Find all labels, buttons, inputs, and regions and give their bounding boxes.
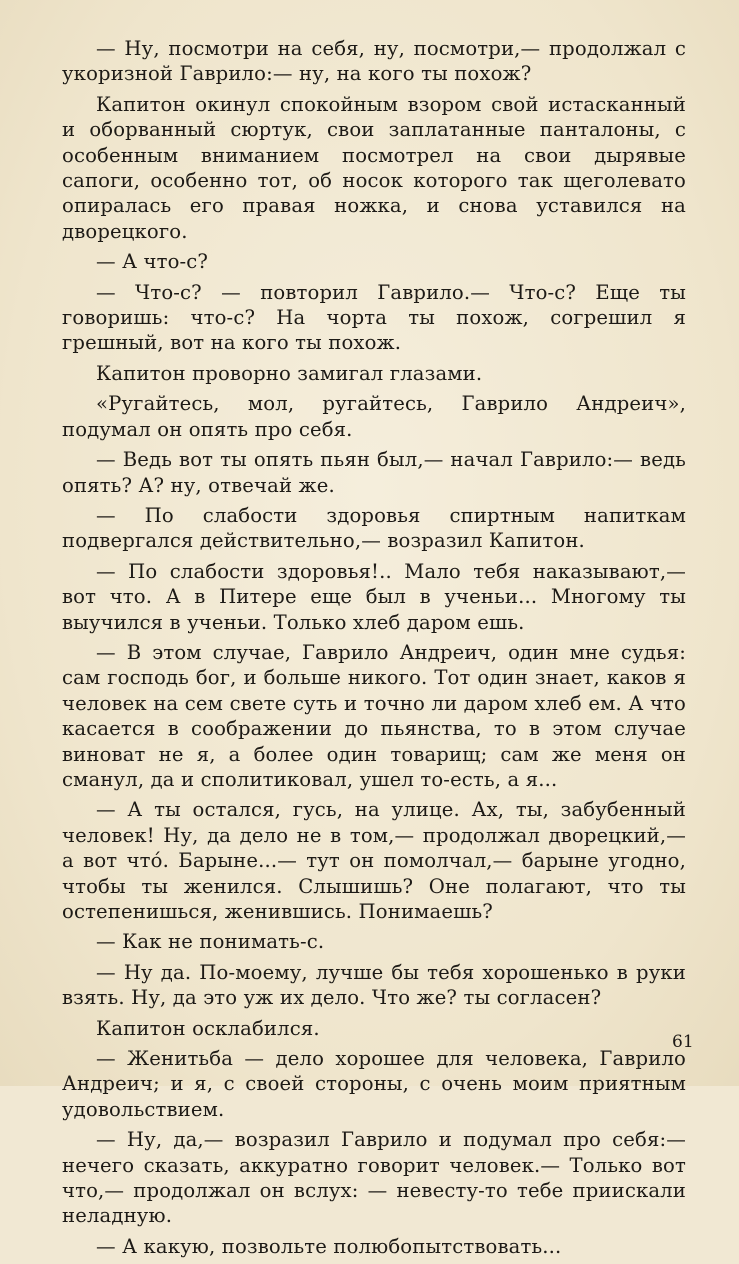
paragraph: — В этом случае, Гаврило Андреич, один мне судья: сам господь бог, и больше никого. Тот один знает, каков я человек на сем свете суть и точно ли даром хлеб ем. А что касается в соображении до пьянства, то в этом случае виноват не я, а более один товарищ; сам же меня он сманул, да и сполитиковал, ушел то-есть, а я... bbox=[62, 640, 686, 791]
paragraph: — А какую, позвольте полюбопытствовать... bbox=[96, 1234, 562, 1258]
paragraph: Капитон осклабился. bbox=[96, 1016, 320, 1040]
paragraph: — Ну, посмотри на себя, ну, посмотри,— продолжал с укоризной Гаврило:— ну, на кого ты похож? bbox=[62, 37, 686, 86]
page-text bbox=[62, 36, 686, 1264]
paragraph: — А ты остался, гусь, на улице. Ах, ты, забубенный человек! Ну, да дело не в том,— продолжал дворецкий,— а вот что́. Барыне...— тут он помолчал,— барыне угодно, чтобы ты женился. Слышишь? Оне полагают, что ты остепенишься, женившись. Понимаешь? bbox=[62, 798, 686, 923]
paragraph: «Ругайтесь, мол, ругайтесь, Гаврило Андреич», подумал он опять про себя. bbox=[62, 392, 686, 441]
paragraph: — Женитьба — дело хорошее для человека, Гаврило Андреич; и я, с своей стороны, с очень моим приятным удовольствием. bbox=[62, 1047, 686, 1121]
paragraph: — По слабости здоровья!.. Мало тебя наказывают,— вот что. А в Питере еще был в ученьи... Многому ты выучился в ученьи. Только хлеб даром ешь. bbox=[62, 559, 686, 634]
paragraph: Капитон окинул спокойным взором свой истасканный и оборванный сюртук, свои заплатанные панталоны, с особенным вниманием посмотрел на свои дырявые сапоги, особенно тот, об носок которого так щеголевато опиралась его правая ножка, и снова уставился на дворецкого. bbox=[62, 92, 686, 243]
paragraph: — Ну, да,— возразил Гаврило и подумал про себя:— нечего сказать, аккуратно говорит человек.— Только вот что,— продолжал он вслух: — невесту-то тебе приискали неладную. bbox=[62, 1128, 686, 1228]
page-number: 61 bbox=[672, 1032, 694, 1052]
paragraph: — Ну да. По-моему, лучше бы тебя хорошенько в руки взять. Ну, да это уж их дело. Что же? ты согласен? bbox=[62, 960, 686, 1010]
paragraph: Капитон проворно замигал глазами. bbox=[96, 361, 483, 385]
paragraph: — По слабости здоровья спиртным напиткам подвергался действительно,— возразил Капитон. bbox=[62, 503, 686, 553]
paragraph: — Как не понимать-с. bbox=[96, 930, 325, 954]
paragraph: — А что-с? bbox=[96, 250, 209, 274]
paragraph: — Что-с? — повторил Гаврило.— Что-с? Еще ты говоришь: что-с? На чорта ты похож, согрешил я грешный, вот на кого ты похож. bbox=[62, 280, 686, 355]
paragraph: — Ведь вот ты опять пьян был,— начал Гаврило:— ведь опять? А? ну, отвечай же. bbox=[62, 448, 686, 497]
